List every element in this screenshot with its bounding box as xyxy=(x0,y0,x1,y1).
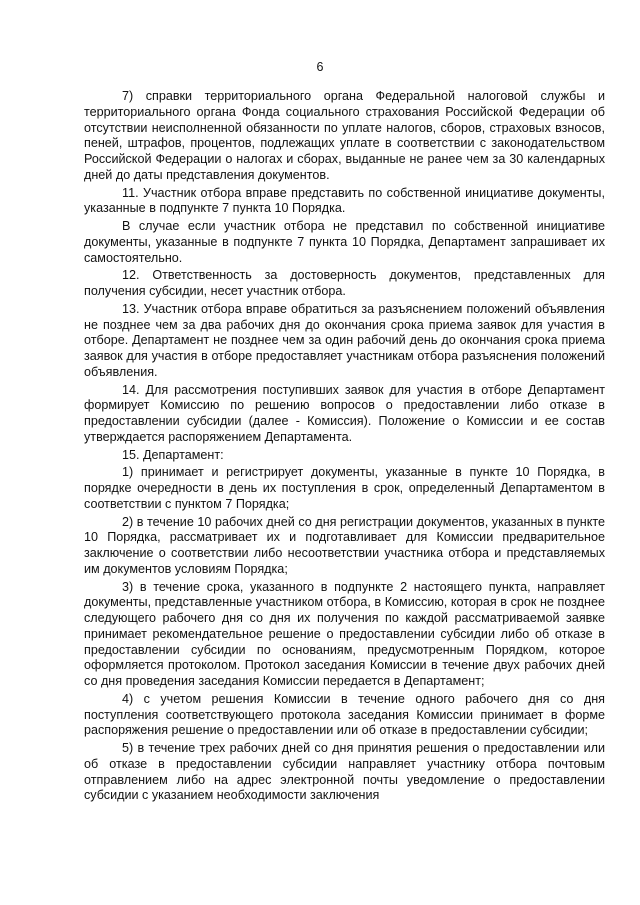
paragraph-clause-12: 12. Ответственность за достоверность документов, представленных для получения субсидии, несет участник отбора. xyxy=(84,268,605,298)
paragraph-item-7-certificates: 7) справки территориального органа Федеральной налоговой службы и территориального органа Фонда социального страхования Российской Федерации об отсутствии неисполненной обязанности по уплате налогов, сборов, страховых взносов, пеней, штрафов, процентов, подлежащих уплате в соответствии с законодательством Российской Федерации о налогах и сборах, выданные не ранее чем за 30 календарных дней до даты представления документов. xyxy=(84,89,605,182)
paragraph-clause-15-item-4: 4) с учетом решения Комиссии в течение одного рабочего дня со дня поступления соответствующего протокола заседания Комиссии принимает в форме распоряжения решение о предоставлении или об отказе в предоставлении субсидии; xyxy=(84,691,605,738)
page-number: 6 xyxy=(316,60,324,74)
paragraph-clause-15-item-3: 3) в течение срока, указанного в подпункте 2 настоящего пункта, направляет документы, представленные участником отбора, в Комиссию, которая в срок не позднее следующего рабочего дня со дня их получения по каждой рассматриваемой заявке принимает рекомендательное решение о предоставлении субсидии либо об отказе в предоставлении субсидии по основаниям, предусмотренным Порядком, которое оформляется протоколом. Протокол заседания Комиссии в течение двух рабочих дней со дня проведения заседания Комиссии передается в Департамент; xyxy=(84,579,605,688)
paragraph-clause-11: 11. Участник отбора вправе представить по собственной инициативе документы, указанные в подпункте 7 пункта 10 Порядка. xyxy=(84,185,605,216)
paragraph-clause-15-item-5: 5) в течение трех рабочих дней со дня принятия решения о предоставлении или об отказе в предоставлении субсидии направляет участнику отбора почтовым отправлением либо на адрес электронной почты уведомление о предоставлении субсидии с указанием необходимости заключения xyxy=(84,741,605,803)
paragraph-clause-15-item-1: 1) принимает и регистрирует документы, указанные в пункте 10 Порядка, в порядке очередности в день их поступления в срок, определенный Департаментом в соответствии с пунктом 7 Порядка; xyxy=(84,465,605,511)
paragraph-clause-13: 13. Участник отбора вправе обратиться за разъяснением положений объявления не позднее чем за два рабочих дня до окончания срока приема заявок для участия в отборе. Департамент не позднее чем за один рабочий день до окончания срока приема заявок для участия в отборе предоставляет участникам отбора разъяснения положений объявления. xyxy=(84,301,605,379)
paragraph-clause-14: 14. Для рассмотрения поступивших заявок для участия в отборе Департамент формирует Комиссию по решению вопросов о предоставлении либо отказе в предоставлении субсидии (далее - Комиссия). Положение о Комиссии и ее состав утверждается распоряжением Департамента. xyxy=(84,382,605,444)
paragraph-clause-15: 15. Департамент: xyxy=(122,447,224,462)
paragraph-clause-11-case: В случае если участник отбора не представил по собственной инициативе документы, указанные в подпункте 7 пункта 10 Порядка, Департамент запрашивает их самостоятельно. xyxy=(84,219,605,265)
paragraph-clause-15-item-2: 2) в течение 10 рабочих дней со дня регистрации документов, указанных в пункте 10 Порядка, рассматривает их и подготавливает для Комиссии предварительное заключение о соответствии либо несоответствии участника отбора и представляемых им документов условиям Порядка; xyxy=(84,514,605,576)
document-body xyxy=(84,89,605,806)
